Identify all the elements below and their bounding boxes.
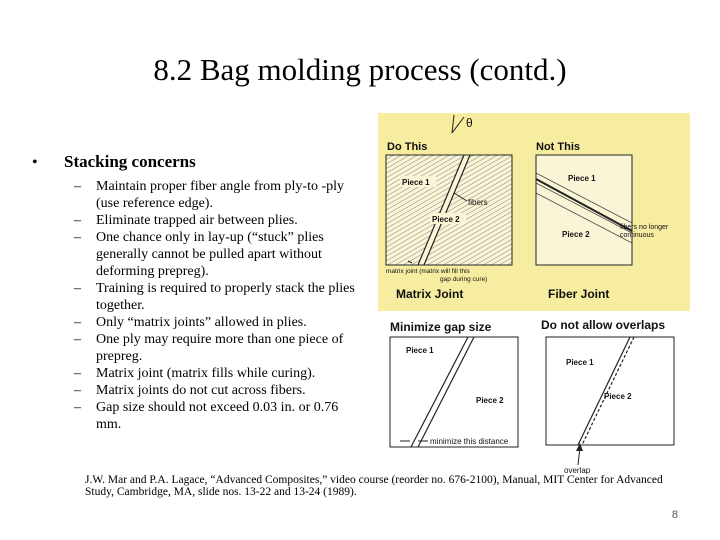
minimize-gap-heading: Minimize gap size bbox=[390, 320, 492, 334]
svg-text:θ: θ bbox=[466, 116, 473, 130]
no-overlaps-heading: Do not allow overlaps bbox=[541, 318, 666, 332]
ply-joint-figure bbox=[378, 113, 690, 474]
stacking-concerns-list bbox=[74, 178, 359, 433]
citation: J.W. Mar and P.A. Lagace, “Advanced Composites,” video course (reorder no. 676-2100), Manual, MIT Center for Advanced Study, Cambridge, MA, slide nos. 13-22 and 13-24 (1989). bbox=[85, 474, 663, 498]
list-item: – Only “matrix joints” allowed in plies. bbox=[74, 315, 307, 330]
list-item: – Gap size should not exceed 0.03 in. or 0.76 mm. bbox=[74, 400, 339, 432]
theta-angle-indicator bbox=[452, 115, 473, 133]
list-item: – One chance only in lay-up (“stuck” plies generally cannot be pulled apart without deforming prepreg). bbox=[74, 230, 324, 279]
continuous-label: continuous bbox=[620, 232, 654, 239]
list-item: – One ply may require more than one piece of prepreg. bbox=[74, 332, 344, 364]
list-item: – Training is required to properly stack the plies together. bbox=[74, 281, 355, 313]
piece2-label-overlap: Piece 2 bbox=[604, 392, 632, 401]
fibers-label: fibers bbox=[468, 198, 488, 207]
matrix-joint-caption: Matrix Joint bbox=[396, 287, 464, 301]
fiber-joint-box bbox=[536, 155, 632, 265]
piece1-label-overlap: Piece 1 bbox=[566, 358, 594, 367]
piece1-label-gap: Piece 1 bbox=[406, 346, 434, 355]
fibers-no-longer-label: fibers no longer bbox=[620, 224, 669, 231]
matrix-joint-note: matrix joint (matrix will fill this bbox=[386, 268, 470, 275]
piece2-label: Piece 2 bbox=[432, 215, 460, 224]
not-this-label: Not This bbox=[536, 141, 580, 153]
list-item: – Matrix joint (matrix fills while curing). bbox=[74, 366, 316, 381]
fiber-joint-caption: Fiber Joint bbox=[548, 287, 610, 301]
page-number: 8 bbox=[671, 509, 678, 521]
overlap-label: overlap bbox=[564, 466, 591, 474]
section-heading: Stacking concerns bbox=[64, 152, 196, 171]
overlap-box bbox=[546, 337, 674, 445]
bullet-marker: • bbox=[32, 154, 38, 171]
matrix-joint-note-2: gap during cure) bbox=[440, 276, 488, 283]
do-this-label: Do This bbox=[387, 141, 428, 153]
list-item: – Matrix joints do not cut across fibers. bbox=[74, 383, 306, 398]
piece2-label-gap: Piece 2 bbox=[476, 396, 504, 405]
minimize-distance-label: minimize this distance bbox=[430, 437, 509, 446]
piece1-label: Piece 1 bbox=[402, 178, 430, 187]
list-item: – Maintain proper fiber angle from ply-to -ply (use reference edge). bbox=[74, 179, 345, 211]
piece1-label-right: Piece 1 bbox=[568, 174, 596, 183]
piece2-label-right: Piece 2 bbox=[562, 230, 590, 239]
list-item: – Eliminate trapped air between plies. bbox=[74, 213, 298, 228]
page-title: 8.2 Bag molding process (contd.) bbox=[153, 52, 567, 87]
